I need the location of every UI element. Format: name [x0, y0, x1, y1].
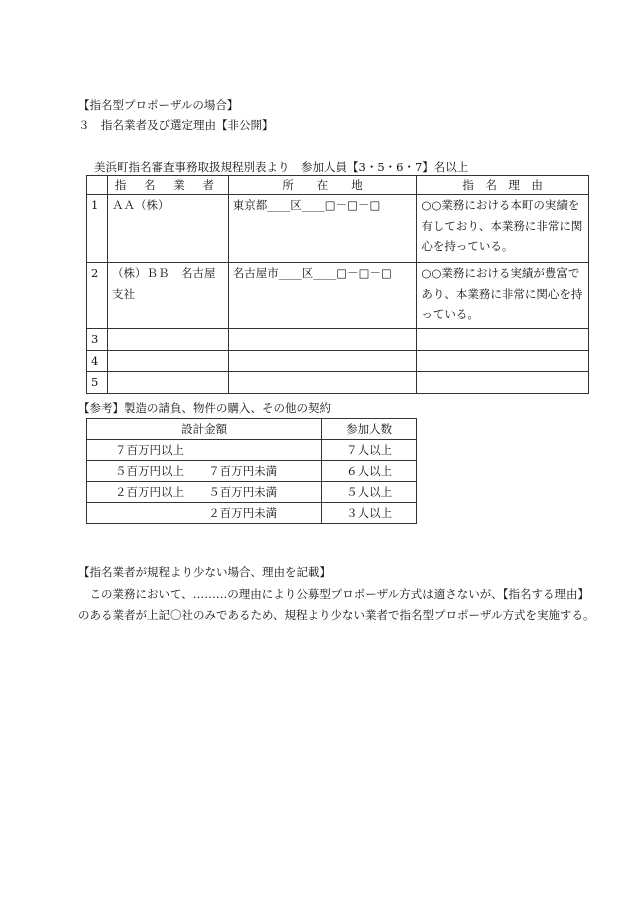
table-row — [87, 503, 417, 524]
table-row — [87, 440, 417, 461]
vendor-table — [86, 175, 589, 394]
row-number: 3 — [87, 329, 108, 351]
vendor-address — [228, 329, 417, 351]
reference-table-header — [87, 419, 417, 440]
participant-count: ３人以上 — [322, 503, 417, 524]
vendor-name: （株）ＢＢ 名古屋支社 — [107, 263, 228, 329]
row-number: 4 — [87, 350, 108, 372]
section-heading: 【指名型プロポーザルの場合】 — [78, 98, 239, 112]
amount-upper — [204, 440, 322, 461]
reference-table — [86, 418, 417, 524]
vendor-name — [107, 329, 228, 351]
header-reason: 指 名 理 由 — [417, 176, 589, 195]
vendor-name — [107, 372, 228, 394]
table-row — [87, 195, 589, 263]
note-body: この業務において、………の理由により公募型プロポーザル方式は適さないが、【指名する理由】のある業者が上記〇社のみであるため、規程より少ない業者で指名型プロポーザル方式を実施する。 — [78, 587, 595, 622]
reference-heading: 【参考】製造の請負、物件の購入、その他の契約 — [78, 401, 331, 415]
vendor-table-header — [87, 176, 589, 195]
participant-count: ７人以上 — [322, 440, 417, 461]
table-row — [87, 263, 589, 329]
header-participants: 参加人数 — [322, 419, 417, 440]
vendor-reason — [417, 372, 589, 394]
vendor-reason: ○○業務における本町の実績を有しており、本業務に非常に関心を持っている。 — [417, 195, 589, 263]
vendor-reason — [417, 329, 589, 351]
table-row — [87, 372, 589, 394]
vendor-reason: ○○業務における実績が豊富であり、本業務に非常に関心を持っている。 — [417, 263, 589, 329]
vendor-address: 名古屋市____区____□－□－□ — [228, 263, 417, 329]
header-design-amount: 設計金額 — [87, 419, 322, 440]
header-vendor-name: 指 名 業 者 — [107, 176, 228, 195]
participant-count: ６人以上 — [322, 461, 417, 482]
header-no — [87, 176, 108, 195]
amount-lower: ７百万円以上 — [87, 440, 205, 461]
vendor-reason — [417, 350, 589, 372]
table-row — [87, 461, 417, 482]
amount-lower: ２百万円以上 — [87, 482, 205, 503]
table-row — [87, 350, 589, 372]
table-row — [87, 329, 589, 351]
amount-upper: ７百万円未満 — [204, 461, 322, 482]
header-address: 所 在 地 — [228, 176, 417, 195]
note-heading: 【指名業者が規程より少ない場合、理由を記載】 — [78, 565, 331, 579]
vendor-address — [228, 372, 417, 394]
vendor-name — [107, 350, 228, 372]
item-heading: ３ 指名業者及び選定理由【非公開】 — [78, 118, 274, 132]
vendor-address — [228, 350, 417, 372]
table-caption: 美浜町指名審査事務取扱規程別表より 参加人員【3・5・6・7】名以上 — [94, 160, 469, 174]
amount-upper: ５百万円未満 — [204, 482, 322, 503]
amount-lower — [87, 503, 205, 524]
vendor-name: ＡＡ（株） — [107, 195, 228, 263]
row-number: 1 — [87, 195, 108, 263]
row-number: 5 — [87, 372, 108, 394]
vendor-address: 東京都____区____□－□－□ — [228, 195, 417, 263]
amount-upper: ２百万円未満 — [204, 503, 322, 524]
table-row — [87, 482, 417, 503]
row-number: 2 — [87, 263, 108, 329]
amount-lower: ５百万円以上 — [87, 461, 205, 482]
participant-count: ５人以上 — [322, 482, 417, 503]
